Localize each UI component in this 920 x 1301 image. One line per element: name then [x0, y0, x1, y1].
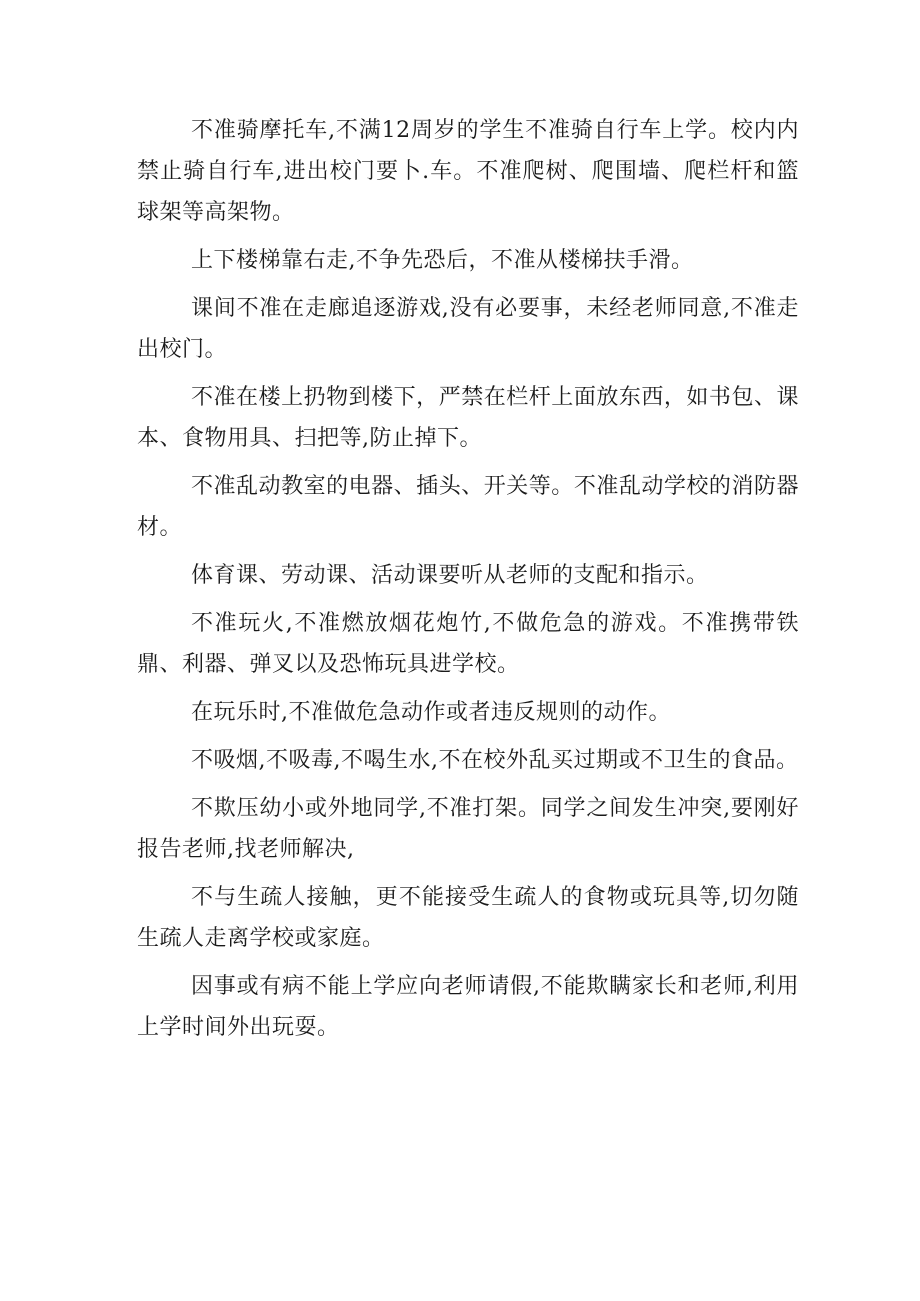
document-body	[137, 110, 799, 1055]
paragraph-10: 不欺压幼小或外地同学,不准打架。同学之间发生冲突,要刚好报告老师,找老师解决,	[137, 796, 799, 862]
paragraph-2: 上下楼梯靠右走,不争先恐后，不准从楼梯扶手滑。	[191, 248, 694, 273]
paragraph-9: 不吸烟,不吸毒,不喝生水,不在校外乱买过期或不卫生的食品。	[191, 748, 799, 773]
paragraph-1: 不准骑摩托车,不满12周岁的学生不准骑自行车上学。校内内禁止骑自行车,进出校门要卜.车。不准爬树、爬围墙、爬栏杆和篮球架等高架物。	[137, 118, 799, 225]
paragraph-11: 不与生疏人接触，更不能接受生疏人的食物或玩具等,切勿随生疏人走离学校或家庭。	[137, 885, 799, 951]
paragraph-12: 因事或有病不能上学应向老师请假,不能欺瞒家长和老师,利用上学时间外出玩耍。	[137, 974, 799, 1040]
paragraph-7: 不准玩火,不准燃放烟花炮竹,不做危急的游戏。不准携带铁鼎、利器、弹叉以及恐怖玩具进学校。	[137, 611, 799, 677]
paragraph-8: 在玩乐时,不准做危急动作或者违反规则的动作。	[191, 700, 671, 725]
paragraph-3: 课间不准在走廊追逐游戏,没有必要事，未经老师同意,不准走出校门。	[137, 296, 799, 362]
paragraph-5: 不准乱动教室的电器、插头、开关等。不准乱动学校的消防器材。	[137, 474, 799, 540]
paragraph-6: 体育课、劳动课、活动课要听从老师的支配和指示。	[191, 563, 709, 588]
paragraph-4: 不准在楼上扔物到楼下，严禁在栏杆上面放东西，如书包、课本、食物用具、扫把等,防止掉下。	[137, 385, 799, 451]
